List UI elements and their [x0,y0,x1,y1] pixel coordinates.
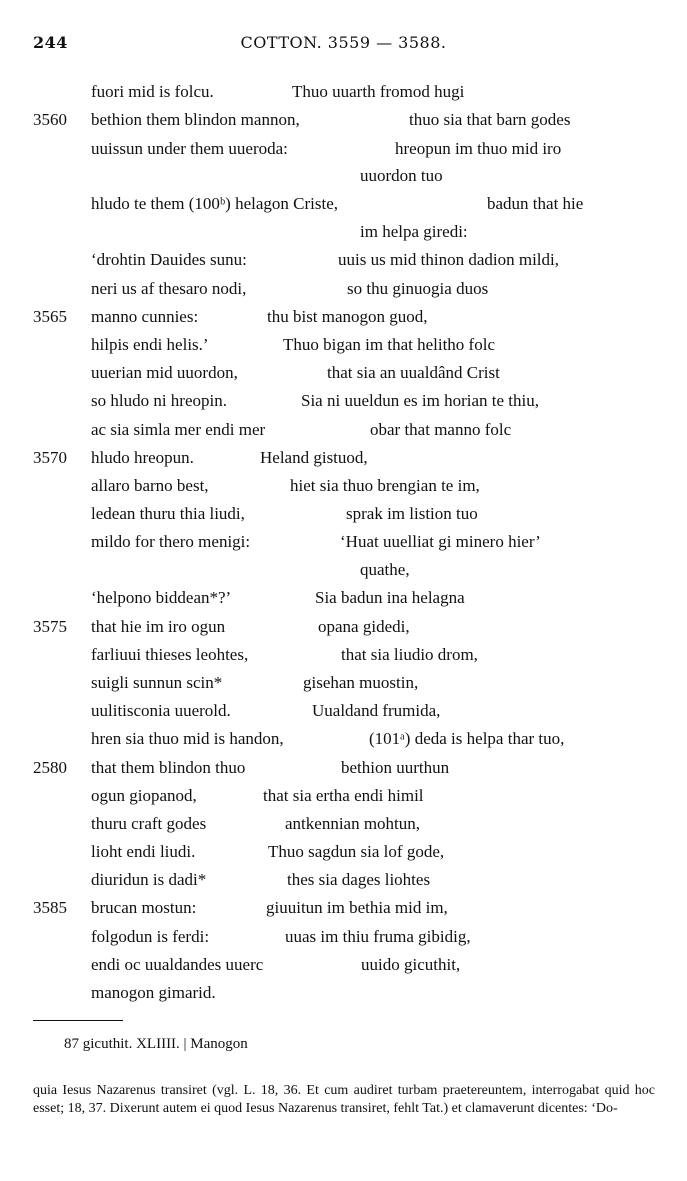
latin-footnote-text: quia Iesus Nazarenus transiret (vgl. L. 18, 36. Et cum audiret turbam praetereuntem, interrogabat quid hoc esset; 18, 37. Dixerunt autem ei quod Iesus Nazarenus transiret, fehlt Tat.) et clamaverunt dicentes: ‘Do- [33,1083,655,1116]
verse-line [0,164,687,188]
verse-line [0,305,687,329]
verse-line [0,896,687,920]
variant-footnote: 87 gicuthit. XLIIII. | Manogon [64,1036,248,1052]
half-line-b: Thuo uuarth fromod hugi [292,82,465,101]
line-number: 3560 [33,110,67,129]
half-line-b: that sia liudio drom, [341,645,478,664]
half-line-b: that sia ertha endi himil [263,786,424,805]
half-line-b: antkennian mohtun, [285,814,421,833]
half-line-a: uuissun under them uueroda: [91,139,288,158]
half-line-b: uuido gicuthit, [361,955,461,974]
verse-line [0,925,687,949]
line-number: 3585 [33,898,67,917]
half-line-a: hludo te them (100ᵇ) helagon Criste, [91,194,338,213]
half-line-a: ‘helpono biddean*?’ [91,588,232,607]
half-line-a: manogon gimarid. [91,983,216,1002]
verse-line [0,840,687,864]
half-line-b: uuis us mid thinon dadion mildi, [338,250,560,269]
half-line-a: so hludo ni hreopin. [91,391,227,410]
verse-line [0,671,687,695]
half-line-b: giuuitun im bethia mid im, [266,898,448,917]
half-line-a: lioht endi liudi. [91,842,196,861]
verse-line [0,80,687,104]
half-line-b: thes sia dages liohtes [287,870,431,889]
footnote-divider [33,1020,123,1021]
half-line-b: Thuo bigan im that helitho folc [283,335,495,354]
verse-line [0,474,687,498]
half-line-a: that hie im iro ogun [91,617,226,636]
verse-line [0,108,687,132]
half-line-b: Thuo sagdun sia lof gode, [268,842,445,861]
half-line-a: farliuui thieses leohtes, [91,645,249,664]
line-number: 3565 [33,307,67,326]
half-line-b: obar that manno folc [370,420,512,439]
line-number: 3575 [33,617,67,636]
half-line-a: fuori mid is folcu. [91,82,214,101]
half-line-b: gisehan muostin, [303,673,419,692]
half-line-a: ac sia simla mer endi mer [91,420,266,439]
line-number: 2580 [33,758,67,777]
verse-line [0,277,687,301]
verse-line [0,615,687,639]
verse-line [0,389,687,413]
verse-line [0,333,687,357]
half-line-b: Heland gistuod, [260,448,368,467]
half-line-b: sprak im listion tuo [346,504,478,523]
half-line-b: Sia ni uueldun es im horian te thiu, [301,391,539,410]
verse-line [0,586,687,610]
verse-line [0,727,687,751]
half-line-a: hren sia thuo mid is handon, [91,729,284,748]
verse-line [0,137,687,161]
half-line-a: hludo hreopun. [91,448,194,467]
half-line-a: brucan mostun: [91,898,197,917]
verse-line [0,361,687,385]
half-line-a: endi oc uualdandes uuerc [91,955,264,974]
half-line-b: (101ᵃ) deda is helpa thar tuo, [369,729,565,748]
verse-line [0,699,687,723]
half-line-b: quathe, [360,560,410,579]
half-line-a: ogun giopanod, [91,786,197,805]
running-header [33,33,654,55]
verse-line [0,220,687,244]
half-line-b: Uualdand frumida, [312,701,441,720]
verse-line [0,784,687,808]
half-line-a: uulitisconia uuerold. [91,701,231,720]
half-line-a: neri us af thesaro nodi, [91,279,247,298]
half-line-a: uuerian mid uuordon, [91,363,238,382]
verse-line [0,868,687,892]
half-line-b: ‘Huat uuelliat gi minero hier’ [340,532,541,551]
half-line-b: uuordon tuo [360,166,443,185]
verse-line [0,981,687,1005]
half-line-b: so thu ginuogia duos [347,279,489,298]
half-line-a: bethion them blindon mannon, [91,110,300,129]
verse-line [0,248,687,272]
half-line-b: thu bist manogon guod, [267,307,428,326]
half-line-b: uuas im thiu fruma gibidig, [285,927,471,946]
latin-footnote [33,1082,655,1118]
verse-line [0,192,687,216]
verse-line [0,502,687,526]
verse-line [0,643,687,667]
verse-line [0,558,687,582]
half-line-a: suigli sunnun scin* [91,673,223,692]
half-line-b: opana gidedi, [318,617,410,636]
half-line-b: badun that hie [487,194,584,213]
half-line-a: that them blindon thuo [91,758,246,777]
line-number: 3570 [33,448,67,467]
half-line-b: thuo sia that barn godes [409,110,571,129]
half-line-a: ledean thuru thia liudi, [91,504,245,523]
running-title: COTTON. 3559 — 3588. [240,33,447,52]
half-line-b: Sia badun ina helagna [315,588,465,607]
half-line-b: bethion uurthun [341,758,450,777]
verse-line [0,446,687,470]
half-line-a: ‘drohtin Dauides sunu: [91,250,247,269]
half-line-b: that sia an uualdând Crist [327,363,500,382]
verse-line [0,756,687,780]
half-line-a: manno cunnies: [91,307,199,326]
half-line-b: im helpa giredi: [360,222,468,241]
half-line-b: hreopun im thuo mid iro [395,139,562,158]
verse-line [0,812,687,836]
half-line-a: mildo for thero menigi: [91,532,251,551]
half-line-a: allaro barno best, [91,476,209,495]
half-line-a: folgodun is ferdi: [91,927,210,946]
half-line-a: diuridun is dadi* [91,870,207,889]
half-line-b: hiet sia thuo brengian te im, [290,476,480,495]
half-line-a: hilpis endi helis.’ [91,335,209,354]
page-number: 244 [33,33,68,52]
verse-line [0,418,687,442]
half-line-a: thuru craft godes [91,814,207,833]
verse-line [0,953,687,977]
verse-line [0,530,687,554]
